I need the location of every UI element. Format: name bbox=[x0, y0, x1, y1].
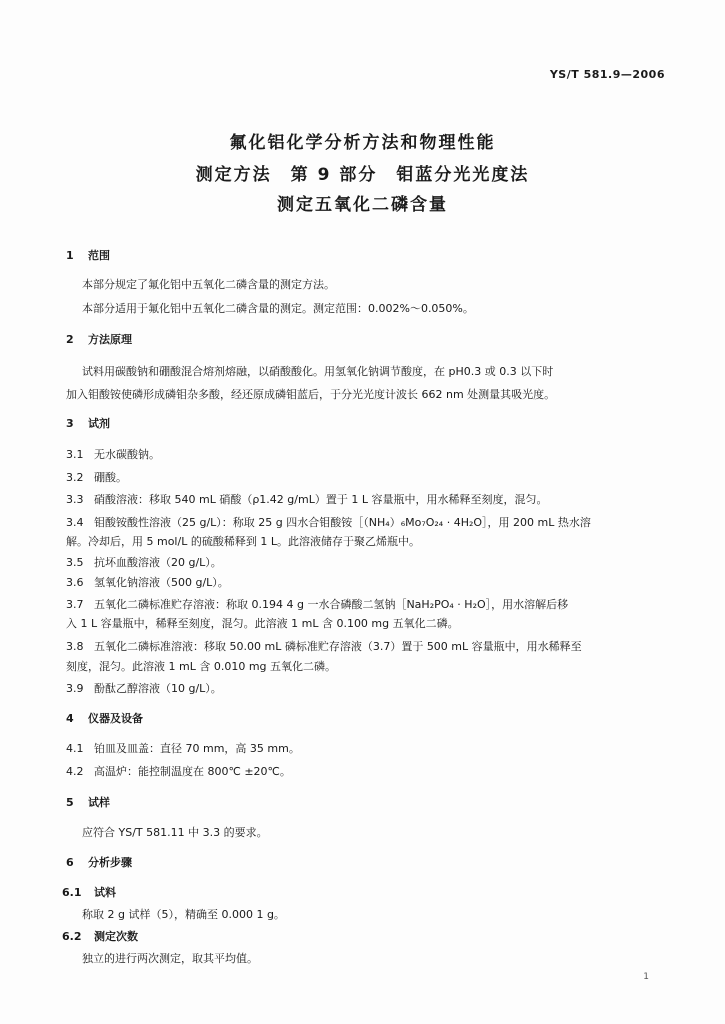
page-number: 1 bbox=[643, 972, 649, 982]
paragraph: 应符合 YS/T 581.11 中 3.3 的要求。 bbox=[82, 826, 268, 839]
item-number: 3.6 bbox=[66, 576, 84, 589]
item-number: 3.9 bbox=[66, 682, 84, 695]
section-heading-reagents bbox=[66, 417, 110, 431]
list-item bbox=[66, 640, 582, 654]
title-line-3: 测定五氧化二磷含量 bbox=[277, 195, 448, 215]
section-number: 2 bbox=[66, 333, 74, 346]
item-text: 硝酸溶液：移取 540 mL 硝酸（ρ1.42 g/mL）置于 1 L 容量瓶中，用水稀释至刻度，混匀。 bbox=[94, 493, 548, 506]
list-item bbox=[66, 765, 291, 779]
item-text: 铂皿及皿盖：直径 70 mm，高 35 mm。 bbox=[94, 742, 300, 755]
section-title: 范围 bbox=[88, 249, 110, 262]
item-text: 酚酞乙醇溶液（10 g/L）。 bbox=[94, 682, 222, 695]
item-number: 3.4 bbox=[66, 516, 84, 529]
item-text: 无水碳酸钠。 bbox=[94, 448, 160, 461]
paragraph: 独立的进行两次测定，取其平均值。 bbox=[82, 952, 258, 965]
list-item bbox=[66, 516, 591, 530]
paragraph: 试料用碳酸钠和硼酸混合熔剂熔融，以硝酸酸化。用氢氧化钠调节酸度，在 pH0.3 或 0.3 以下时 bbox=[82, 365, 554, 378]
item-number: 3.3 bbox=[66, 493, 84, 506]
section-heading-procedure bbox=[66, 856, 132, 870]
item-number: 3.5 bbox=[66, 556, 84, 569]
subsection-heading bbox=[62, 886, 116, 900]
item-number: 3.1 bbox=[66, 448, 84, 461]
section-title: 试样 bbox=[88, 796, 110, 809]
paragraph: 称取 2 g 试样（5），精确至 0.000 1 g。 bbox=[82, 908, 285, 921]
item-text: 五氧化二磷标准贮存溶液：称取 0.194 4 g 一水合磷酸二氢钠［NaH₂PO₄ · H₂O］，用水溶解后移 bbox=[94, 598, 569, 611]
section-number: 1 bbox=[66, 249, 74, 262]
subsection-title: 试料 bbox=[94, 886, 116, 899]
section-number: 3 bbox=[66, 417, 74, 430]
section-title: 仪器及设备 bbox=[88, 712, 143, 725]
paragraph: 本部分适用于氟化铝中五氧化二磷含量的测定。测定范围：0.002%～0.050%。 bbox=[82, 302, 474, 315]
item-number: 3.8 bbox=[66, 640, 84, 653]
item-text: 氢氧化钠溶液（500 g/L）。 bbox=[94, 576, 229, 589]
item-number: 4.2 bbox=[66, 765, 84, 778]
section-heading-principle bbox=[66, 333, 132, 347]
list-item bbox=[66, 448, 160, 462]
subsection-title: 测定次数 bbox=[94, 930, 138, 943]
section-heading-apparatus bbox=[66, 712, 143, 726]
list-item bbox=[66, 742, 300, 756]
section-number: 5 bbox=[66, 796, 74, 809]
list-item bbox=[66, 598, 568, 612]
subsection-heading bbox=[62, 930, 138, 944]
item-number: 3.2 bbox=[66, 471, 84, 484]
list-item-continuation: 解。冷却后，用 5 mol/L 的硫酸稀释到 1 L。此溶液储存于聚乙烯瓶中。 bbox=[66, 535, 420, 548]
list-item bbox=[66, 576, 229, 590]
list-item bbox=[66, 471, 127, 485]
section-number: 4 bbox=[66, 712, 74, 725]
title-line-2: 测定方法 第 9 部分 钼蓝分光光度法 bbox=[195, 165, 530, 185]
list-item bbox=[66, 556, 222, 570]
list-item bbox=[66, 493, 547, 507]
section-number: 6 bbox=[66, 856, 74, 869]
item-number: 3.7 bbox=[66, 598, 84, 611]
paragraph: 加入钼酸铵使磷形成磷钼杂多酸，经还原成磷钼蓝后，于分光光度计波长 662 nm 处测量其吸光度。 bbox=[66, 388, 556, 401]
list-item-continuation: 刻度，混匀。此溶液 1 mL 含 0.010 mg 五氧化二磷。 bbox=[66, 660, 337, 673]
section-title: 试剂 bbox=[88, 417, 110, 430]
item-text: 钼酸铵酸性溶液（25 g/L）：称取 25 g 四水合钼酸铵［（NH₄）₆Mo₇O₂₄ · 4H₂O］，用 200 mL 热水溶 bbox=[94, 516, 591, 529]
list-item bbox=[66, 682, 222, 696]
section-heading-sample bbox=[66, 796, 110, 810]
list-item-continuation: 入 1 L 容量瓶中，稀释至刻度，混匀。此溶液 1 mL 含 0.100 mg 五氧化二磷。 bbox=[66, 617, 459, 630]
subsection-number: 6.1 bbox=[62, 886, 82, 899]
section-heading-scope bbox=[66, 249, 110, 263]
item-text: 五氧化二磷标准溶液：移取 50.00 mL 磷标准贮存溶液（3.7）置于 500 mL 容量瓶中，用水稀释至 bbox=[94, 640, 582, 653]
item-text: 抗坏血酸溶液（20 g/L）。 bbox=[94, 556, 222, 569]
item-text: 硼酸。 bbox=[94, 471, 127, 484]
item-number: 4.1 bbox=[66, 742, 84, 755]
section-title: 分析步骤 bbox=[88, 856, 132, 869]
section-title: 方法原理 bbox=[88, 333, 132, 346]
subsection-number: 6.2 bbox=[62, 930, 82, 943]
title-line-1: 氟化铝化学分析方法和物理性能 bbox=[229, 133, 496, 153]
paragraph: 本部分规定了氟化铝中五氧化二磷含量的测定方法。 bbox=[82, 278, 335, 291]
item-text: 高温炉：能控制温度在 800℃ ±20℃。 bbox=[94, 765, 291, 778]
standard-number: YS/T 581.9—2006 bbox=[549, 68, 665, 81]
